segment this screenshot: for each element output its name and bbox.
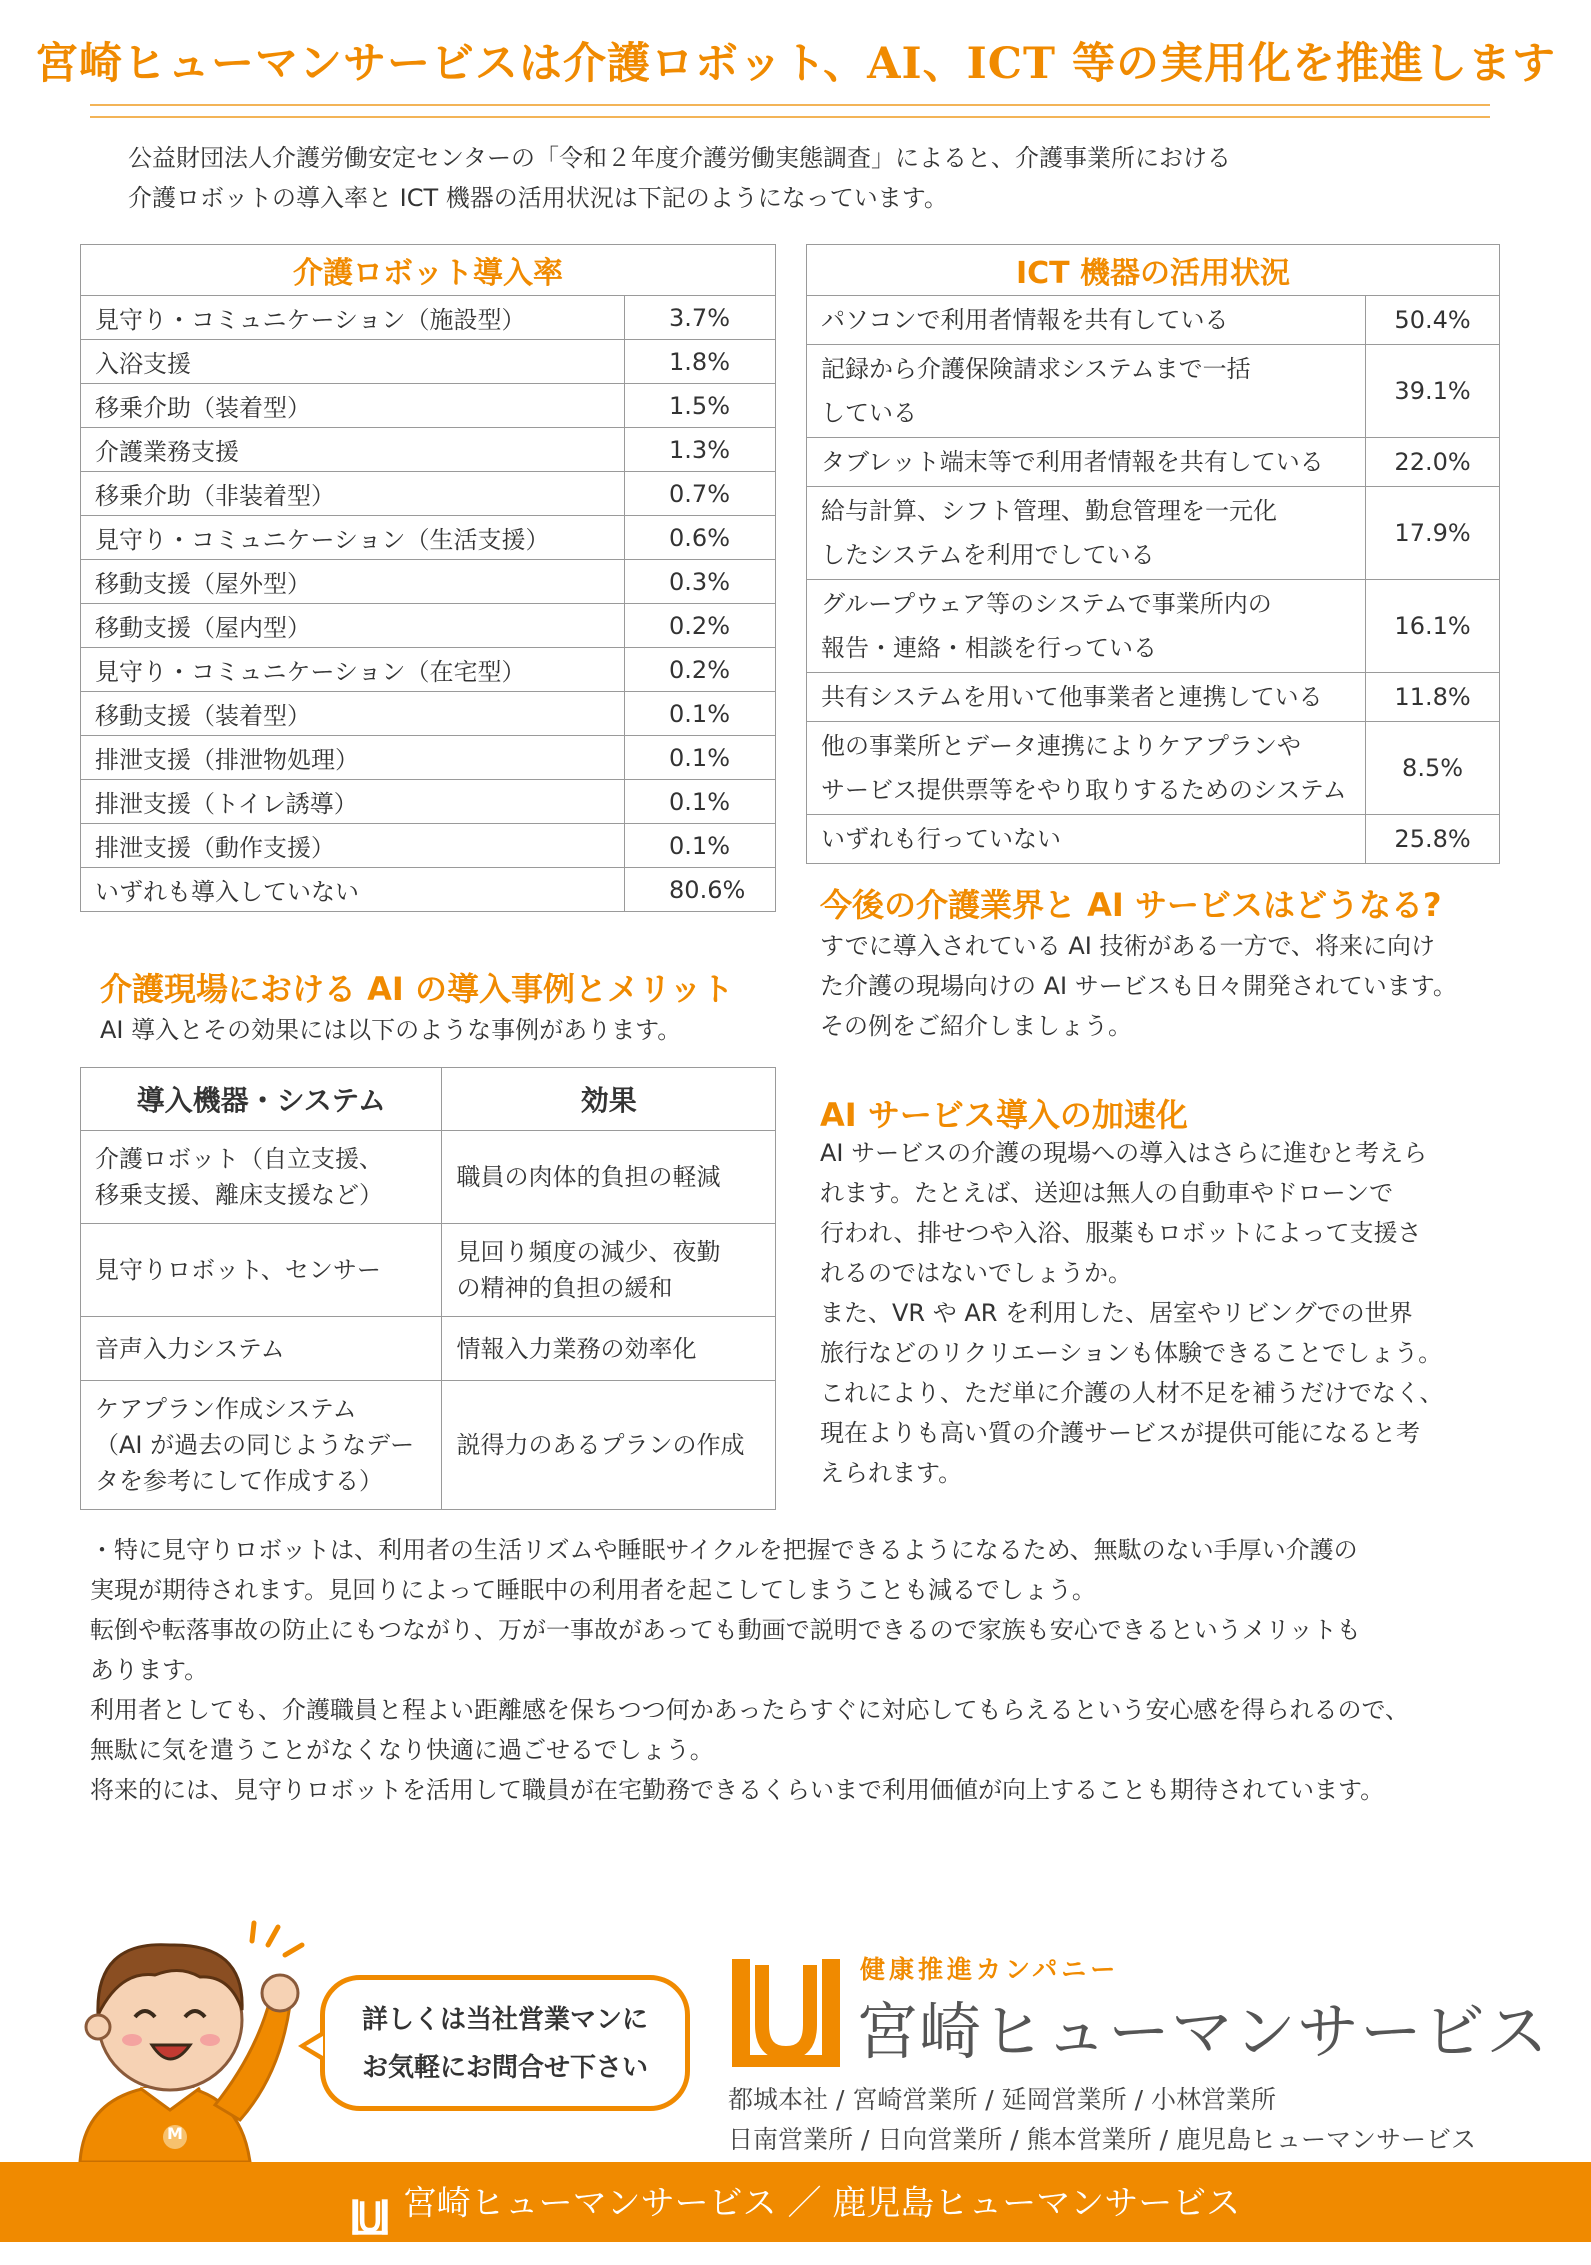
ai-table-label: 見守りロボット、センサー [81, 1224, 442, 1317]
ai-table-col-device: 導入機器・システム [81, 1068, 442, 1131]
ict-usage-table [806, 244, 1500, 864]
offices-line-2: 日南営業所 / 日向営業所 / 熊本営業所 / 鹿児島ヒューマンサービス [728, 2125, 1476, 2154]
ict-table-caption: ICT 機器の活用状況 [807, 245, 1500, 296]
robot-table-value: 0.1% [625, 736, 776, 780]
intro-text: 公益財団法人介護労働安定センターの「令和２年度介護労働実態調査」によると、介護事業所における 介護ロボットの導入率と ICT 機器の活用状況は下記のようになっています。 [128, 144, 1232, 212]
title-rule-bottom [90, 116, 1490, 118]
contact-speech-bubble: 詳しくは当社営業マンに お気軽にお問合せ下さい [320, 1975, 690, 2111]
footer-logo-icon [351, 2185, 389, 2223]
robot-table-value: 0.2% [625, 604, 776, 648]
title-rule-top [90, 104, 1490, 106]
robot-table-row [81, 384, 776, 428]
robot-table-row [81, 692, 776, 736]
ict-table-label: 共有システムを用いて他事業者と連携している [807, 673, 1366, 722]
mascot-illustration [40, 1905, 310, 2162]
robot-table-label: 移動支援（屋外型） [81, 560, 625, 604]
ict-table-row [807, 722, 1500, 815]
ict-table-row [807, 673, 1500, 722]
robot-table-label: 見守り・コミュニケーション（施設型） [81, 296, 625, 340]
ai-table-body [81, 1131, 776, 1510]
robot-table-value: 1.3% [625, 428, 776, 472]
robot-table-value: 0.1% [625, 780, 776, 824]
page-title: 宮崎ヒューマンサービスは介護ロボット、AI、ICT 等の実用化を推進します [35, 39, 1556, 89]
ai-table-label: ケアプラン作成システム （AI が過去の同じようなデー タを参考にして作成する） [81, 1381, 442, 1510]
ai-table-value: 情報入力業務の効率化 [442, 1317, 776, 1381]
bubble-tail-inner [306, 2036, 323, 2056]
ict-table-value: 11.8% [1366, 673, 1500, 722]
ict-table-value: 25.8% [1366, 815, 1500, 864]
future-body: すでに導入されている AI 技術がある一方で、将来に向け た介護の現場向けの AI サービスも日々開発されています。 その例をご紹介しましょう。 [820, 932, 1457, 1040]
robot-table-row [81, 648, 776, 692]
ict-table-label: 給与計算、シフト管理、勤怠管理を一元化 したシステムを利用でしている [807, 487, 1366, 580]
robot-table-value: 0.6% [625, 516, 776, 560]
robot-table-value: 3.7% [625, 296, 776, 340]
robot-table-label: 移乗介助（非装着型） [81, 472, 625, 516]
robot-table-value: 0.1% [625, 692, 776, 736]
robot-table-value: 80.6% [625, 868, 776, 912]
ict-table-value: 22.0% [1366, 438, 1500, 487]
ict-table-value: 8.5% [1366, 722, 1500, 815]
ict-table-label: 他の事業所とデータ連携によりケアプランや サービス提供票等をやり取りするためのシステム [807, 722, 1366, 815]
ict-table-value: 17.9% [1366, 487, 1500, 580]
ai-table-value: 説得力のあるプランの作成 [442, 1381, 776, 1510]
robot-table-row [81, 824, 776, 868]
accel-body: AI サービスの介護の現場への導入はさらに進むと考えら れます。たとえば、送迎は無人の自動車やドローンで 行われ、排せつや入浴、服薬もロボットによって支援さ れるのではないでしょうか。 また、VR や AR を利用した、居室やリビングでの世界 旅行などのリクリエーションも体験できることでしょう。 これにより、ただ単に介護の人材不足を補うだけでなく、 現在よりも高い質の介護サービスが提供可能になると考 えられます。 [820, 1139, 1444, 1487]
ict-table-value: 39.1% [1366, 345, 1500, 438]
robot-table-value: 0.7% [625, 472, 776, 516]
robot-table-value: 0.1% [625, 824, 776, 868]
future-heading: 今後の介護業界と AI サービスはどうなる? [820, 886, 1442, 924]
robot-table-label: 移動支援（装着型） [81, 692, 625, 736]
robot-table-label: 排泄支援（トイレ誘導） [81, 780, 625, 824]
ict-table-row [807, 345, 1500, 438]
ict-table-label: いずれも行っていない [807, 815, 1366, 864]
company-name: 宮崎ヒューマンサービス [856, 1995, 1550, 2068]
ai-cases-lead: AI 導入とその効果には以下のような事例があります。 [100, 1016, 682, 1044]
ict-table-row [807, 487, 1500, 580]
robot-table-value: 1.8% [625, 340, 776, 384]
robot-table-label: 移動支援（屋内型） [81, 604, 625, 648]
robot-table-row [81, 472, 776, 516]
robot-table-row [81, 340, 776, 384]
ai-cases-table [80, 1067, 776, 1510]
footer-text: 宮崎ヒューマンサービス ／ 鹿児島ヒューマンサービス [402, 2183, 1241, 2224]
robot-table-label: 排泄支援（排泄物処理） [81, 736, 625, 780]
robot-table-value: 1.5% [625, 384, 776, 428]
robot-table-label: 見守り・コミュニケーション（在宅型） [81, 648, 625, 692]
company-tagline: 健康推進カンパニー [860, 1955, 1120, 1984]
watch-robot-paragraph: ・特に見守りロボットは、利用者の生活リズムや睡眠サイクルを把握できるようになるため、無駄のない手厚い介護の 実現が期待されます。見回りによって睡眠中の利用者を起こしてしまうことも減るでしょう。 転倒や転落事故の防止にもつながり、万が一事故があっても動画で説明できるので家族も安心できるというメリットも あります。 利用者としても、介護職員と程よい距離感を保ちつつ何かあったらすぐに対応してもらえるという安心感を得られるので、 無駄に気を遣うことがなくなり快適に過ごせるでしょう。 将来的には、見守りロボットを活用して職員が在宅勤務できるくらいまで利用価値が向上することも期待されています。 [90, 1536, 1410, 1804]
company-logo-icon [728, 1955, 844, 2071]
robot-table-label: いずれも導入していない [81, 868, 625, 912]
footer-bar [0, 2162, 1591, 2242]
ai-table-row [81, 1131, 776, 1224]
ai-table-label: 音声入力システム [81, 1317, 442, 1381]
ict-table-label: パソコンで利用者情報を共有している [807, 296, 1366, 345]
robot-adoption-table [80, 244, 776, 912]
robot-table-row [81, 560, 776, 604]
robot-table-label: 移乗介助（装着型） [81, 384, 625, 428]
ict-table-value: 50.4% [1366, 296, 1500, 345]
ict-table-row [807, 580, 1500, 673]
ai-table-row [81, 1224, 776, 1317]
robot-table-label: 介護業務支援 [81, 428, 625, 472]
robot-table-value: 0.2% [625, 648, 776, 692]
robot-table-body [81, 296, 776, 912]
ai-table-col-effect: 効果 [442, 1068, 776, 1131]
ict-table-label: 記録から介護保険請求システムまで一括 している [807, 345, 1366, 438]
robot-table-row [81, 736, 776, 780]
ai-table-row [81, 1317, 776, 1381]
robot-table-row [81, 516, 776, 560]
ict-table-row [807, 815, 1500, 864]
robot-table-row [81, 604, 776, 648]
ict-table-value: 16.1% [1366, 580, 1500, 673]
ict-table-body [807, 296, 1500, 864]
accel-heading: AI サービス導入の加速化 [820, 1096, 1188, 1134]
ai-table-value: 見回り頻度の減少、夜勤 の精神的負担の緩和 [442, 1224, 776, 1317]
offices-line-1: 都城本社 / 宮崎営業所 / 延岡営業所 / 小林営業所 [728, 2085, 1276, 2114]
robot-table-row [81, 868, 776, 912]
ai-table-value: 職員の肉体的負担の軽減 [442, 1131, 776, 1224]
ict-table-label: タブレット端末等で利用者情報を共有している [807, 438, 1366, 487]
robot-table-row [81, 296, 776, 340]
ict-table-row [807, 296, 1500, 345]
ict-table-row [807, 438, 1500, 487]
robot-table-row [81, 780, 776, 824]
ict-table-label: グループウェア等のシステムで事業所内の 報告・連絡・相談を行っている [807, 580, 1366, 673]
ai-table-row [81, 1381, 776, 1510]
robot-table-label: 入浴支援 [81, 340, 625, 384]
ai-table-label: 介護ロボット（自立支援、 移乗支援、離床支援など） [81, 1131, 442, 1224]
robot-table-caption: 介護ロボット導入率 [81, 245, 776, 296]
mascot-badge-letter: M [167, 2124, 183, 2143]
robot-table-value: 0.3% [625, 560, 776, 604]
ai-cases-heading: 介護現場における AI の導入事例とメリット [100, 970, 734, 1008]
robot-table-label: 見守り・コミュニケーション（生活支援） [81, 516, 625, 560]
robot-table-row [81, 428, 776, 472]
robot-table-label: 排泄支援（動作支援） [81, 824, 625, 868]
